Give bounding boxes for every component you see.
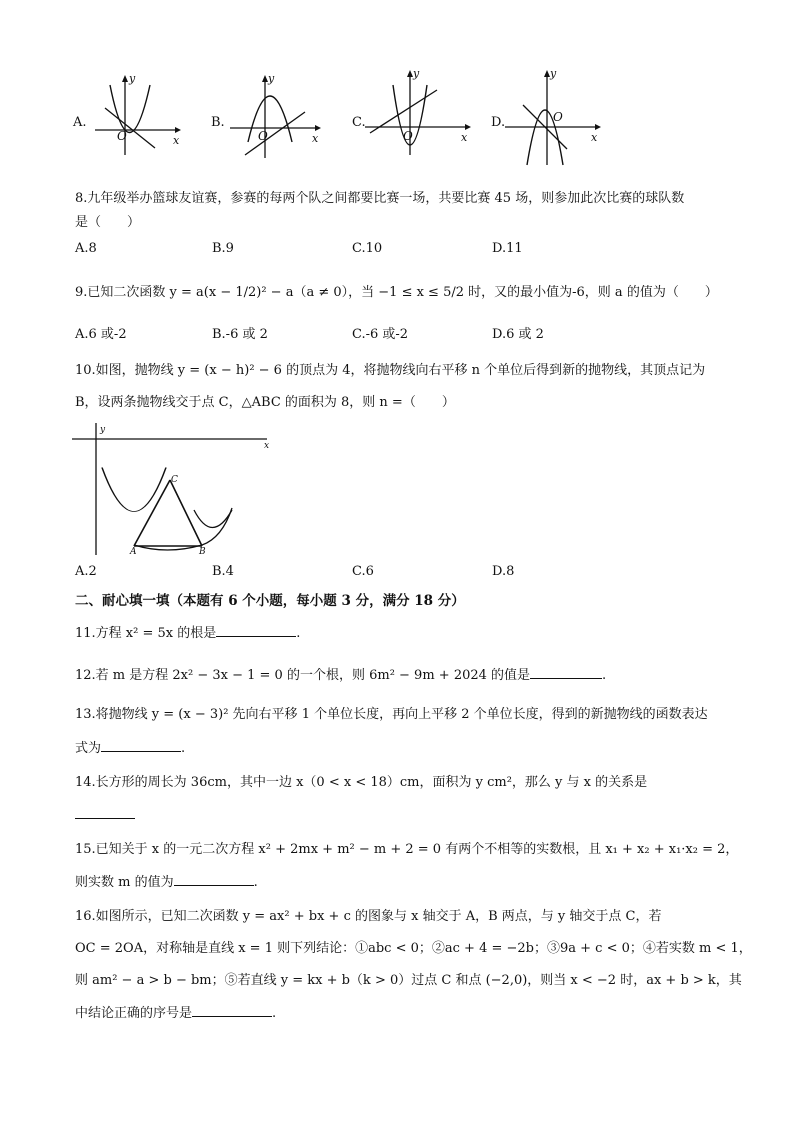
q13-end-mark: . [181,741,186,756]
q15-end-mark: . [253,875,258,890]
q10-x-label: x [264,441,270,451]
q7-graph-c [365,65,475,160]
origin-label: O [117,129,127,143]
q15-answer-blank[interactable] [174,873,254,886]
q12-end-mark: . [602,668,607,683]
origin-label: O [553,110,563,124]
q11-text: 11.方程 x² = 5x 的根是 [75,626,217,641]
q16-line2: OC = 2OA，对称轴是直线 x = 1 则下列结论：①abc < 0；②ac + 4 = −2b；③9a + c < 0；④若实数 m < 1， [75,941,752,956]
y-axis-label: y [129,72,136,85]
q13-line1: 13.将抛物线 y = (x − 3)² 先向右平移 1 个单位长度，再向上平移 2 个单位长度，得到的新抛物线的函数表达 [75,707,708,722]
q9-text: 9.已知二次函数 y = a(x − 1/2)² − a（a ≠ 0），当 −1 ≤ x ≤ 5/2 时，又的最小值为-6，则 a 的值为（ ） [75,285,718,300]
q14-answer-row [75,806,135,825]
q16-line4-row [75,1004,276,1023]
q10-line2: B，设两条抛物线交于点 C，△ABC 的面积为 8，则 n =（ ） [75,395,455,410]
origin-label: O [258,129,268,143]
x-axis-label: x [312,132,319,145]
q10-y-label: y [100,425,106,435]
q11-end-mark: . [296,626,301,641]
q13-answer-blank[interactable] [101,739,181,752]
q10-line1: 10.如图，抛物线 y = (x − h)² − 6 的顶点为 4，将抛物线向右平移 n 个单位后得到新的抛物线，其顶点记为 [75,363,706,378]
q7-option-a-label: A. [73,115,87,130]
q10-point-b: B [199,547,206,557]
q10-option-a: A.2 [75,564,97,579]
q9-option-d: D.6 或 2 [492,327,544,342]
section-2-heading: 二、耐心填一填（本题有 6 个小题，每小题 3 分，满分 18 分） [75,593,465,609]
q7-graph-d [505,65,605,170]
q7-option-b-label: B. [211,115,225,130]
q7-graph-a [95,70,185,160]
q12 [75,666,606,685]
q16-answer-blank[interactable] [192,1004,272,1017]
q13-line2: 式为 [75,741,102,756]
q12-text: 12.若 m 是方程 2x² − 3x − 1 = 0 的一个根，则 6m² − 9m + 2024 的值是 [75,668,531,683]
q10-option-d: D.8 [492,564,515,579]
y-axis-label: y [550,67,557,80]
q8-option-c: C.10 [352,241,383,256]
q7-option-d-label: D. [491,115,506,130]
q16-line1: 16.如图所示，已知二次函数 y = ax² + bx + c 的图象与 x 轴交于 A，B 两点，与 y 轴交于点 C，若 [75,909,662,924]
q7-graph-b [230,70,325,160]
x-axis-label: x [173,134,180,147]
q8-option-d: D.11 [492,241,523,256]
q9-option-b: B.-6 或 2 [212,327,268,342]
q8-line1: 8.九年级举办篮球友谊赛，参赛的每两个队之间都要比赛一场，共要比赛 45 场，则参加此次比赛的球队数 [75,191,685,206]
q11 [75,624,300,643]
q16-line3: 则 am² − a > b − bm；⑤若直线 y = kx + b（k > 0）过点 C 和点 (−2,0)，则当 x < −2 时，ax + b > k，其 [75,973,742,988]
x-axis-label: x [591,131,598,144]
origin-label: O [403,129,413,143]
q14-text: 14.长方形的周长为 36cm，其中一边 x（0 < x < 18）cm，面积为 y cm²，那么 y 与 x 的关系是 [75,775,648,790]
q9-option-a: A.6 或-2 [75,327,127,342]
q8-option-a: A.8 [75,241,97,256]
q13-line2-row [75,739,185,758]
y-axis-label: y [413,67,420,80]
q10-option-b: B.4 [212,564,234,579]
x-axis-label: x [461,131,468,144]
q10-point-c: C [171,475,178,485]
q7-option-c-label: C. [352,115,366,130]
q14-answer-blank[interactable] [75,806,135,819]
q8-line2: 是（ ） [75,215,141,230]
q12-answer-blank[interactable] [530,666,602,679]
q10-point-a: A [130,547,137,557]
q10-figure [72,420,272,560]
y-axis-label: y [268,72,275,85]
q15-line2: 则实数 m 的值为 [75,875,174,890]
q10-option-c: C.6 [352,564,374,579]
q11-answer-blank[interactable] [216,624,296,637]
q16-end-mark: . [272,1006,277,1021]
q16-line4: 中结论正确的序号是 [75,1006,193,1021]
q15-line2-row [75,873,258,892]
q15-line1: 15.已知关于 x 的一元二次方程 x² + 2mx + m² − m + 2 = 0 有两个不相等的实数根，且 x₁ + x₂ + x₁·x₂ = 2， [75,842,739,857]
q8-option-b: B.9 [212,241,234,256]
q9-option-c: C.-6 或-2 [352,327,409,342]
